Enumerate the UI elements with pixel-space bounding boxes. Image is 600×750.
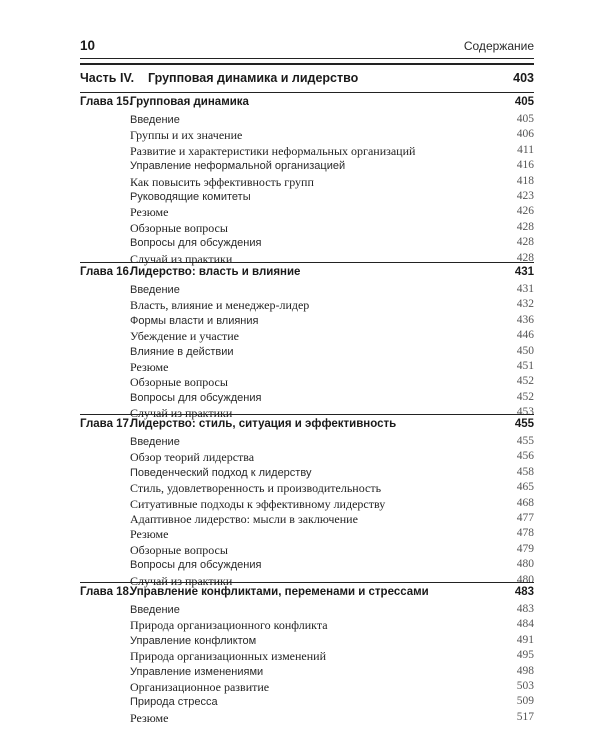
part-title: Групповая динамика и лидерство bbox=[148, 71, 359, 85]
part-page: 403 bbox=[513, 71, 534, 85]
toc-entry-title: Ситуативные подходы к эффективному лидерству bbox=[130, 496, 386, 511]
toc-entry-title: Обзорные вопросы bbox=[130, 542, 228, 557]
toc-entry-page: 468 bbox=[516, 496, 534, 509]
toc-entry-page: 411 bbox=[517, 143, 534, 156]
toc-entry-page: 465 bbox=[516, 481, 534, 494]
toc-entry-title: Природа стресса bbox=[130, 696, 218, 709]
toc-entry-page: 418 bbox=[516, 174, 534, 187]
toc-entry-title: Как повысить эффективность групп bbox=[130, 174, 314, 189]
toc-entry-page: 428 bbox=[516, 220, 534, 233]
chapter-label: Глава 17. bbox=[80, 418, 133, 430]
chapter-page: 405 bbox=[514, 96, 534, 108]
chapter-title: Лидерство: власть и влияние bbox=[130, 266, 301, 278]
chapter-page: 431 bbox=[514, 266, 534, 278]
toc-entry-title: Вопросы для обсуждения bbox=[130, 391, 262, 404]
toc-entry-title: Введение bbox=[130, 604, 180, 616]
toc-entry-page: 477 bbox=[516, 512, 534, 524]
toc-entry-page: 450 bbox=[516, 344, 534, 357]
toc-entry-page: 456 bbox=[516, 450, 534, 463]
toc-entry-title: Случай из практики bbox=[130, 573, 233, 588]
chapter-label: Глава 16. bbox=[80, 266, 133, 278]
chapter-title: Лидерство: стиль, ситуация и эффективность bbox=[130, 418, 397, 430]
toc-entry-page: 431 bbox=[516, 283, 534, 295]
toc-entry-page: 416 bbox=[516, 159, 534, 172]
toc-entry-title: Введение bbox=[130, 284, 180, 296]
toc-entry-title: Управление конфликтом bbox=[130, 634, 257, 647]
toc-entry-page: 426 bbox=[516, 205, 534, 218]
toc-entry-page: 452 bbox=[516, 390, 534, 403]
toc-entry-title: Формы власти и влияния bbox=[130, 314, 259, 327]
toc-entry-page: 405 bbox=[516, 113, 534, 125]
toc-entry-title: Введение bbox=[130, 114, 180, 126]
toc-entry-title: Вопросы для обсуждения bbox=[130, 237, 262, 250]
toc-entry-page: 428 bbox=[516, 251, 534, 264]
toc-entry-page: 517 bbox=[516, 710, 534, 723]
chapter-page: 483 bbox=[514, 586, 534, 598]
chapter-page: 455 bbox=[514, 418, 534, 430]
toc-entry-page: 436 bbox=[516, 313, 534, 326]
running-title: Содержание bbox=[463, 39, 534, 53]
toc-entry-page: 483 bbox=[516, 603, 534, 615]
toc-entry-title: Резюме bbox=[130, 527, 169, 542]
chapter-label: Глава 15. bbox=[80, 96, 133, 108]
toc-entry-page: 503 bbox=[516, 680, 534, 692]
toc-entry-page: 478 bbox=[516, 527, 534, 540]
chapter-title: Групповая динамика bbox=[130, 96, 249, 108]
toc-entry-page: 455 bbox=[516, 435, 534, 447]
toc-entry-page: 423 bbox=[516, 190, 534, 202]
toc-entry-title: Адаптивное лидерство: мысли в заключение bbox=[130, 512, 358, 526]
toc-entry-title: Управление неформальной организацией bbox=[130, 160, 346, 173]
toc-entry-page: 484 bbox=[516, 618, 534, 631]
toc-entry-page: 452 bbox=[516, 375, 534, 388]
chapter-label: Глава 18. bbox=[80, 586, 133, 598]
toc-entry-title: Руководящие комитеты bbox=[130, 191, 251, 203]
toc-entry-page: 453 bbox=[516, 406, 534, 419]
toc-entry-page: 498 bbox=[516, 664, 534, 677]
toc-entry-title: Власть, влияние и менеджер-лидер bbox=[130, 298, 310, 313]
toc-entry-page: 480 bbox=[516, 573, 534, 586]
toc-entry-title: Резюме bbox=[130, 710, 169, 725]
header-rule bbox=[80, 58, 534, 59]
toc-entry-title: Случай из практики bbox=[130, 251, 233, 266]
chapter-rule bbox=[80, 414, 534, 415]
toc-entry-page: 406 bbox=[516, 128, 534, 141]
toc-entry-page: 491 bbox=[516, 633, 534, 646]
toc-entry-title: Убеждение и участие bbox=[130, 329, 240, 344]
toc-entry-title: Вопросы для обсуждения bbox=[130, 559, 262, 572]
running-head bbox=[80, 38, 534, 54]
toc-entry-title: Обзор теорий лидерства bbox=[130, 450, 255, 465]
toc-entry-page: 480 bbox=[516, 558, 534, 571]
chapter-rule bbox=[80, 262, 534, 263]
toc-entry-title: Случай из практики bbox=[130, 406, 233, 421]
toc-entry-page: 458 bbox=[516, 465, 534, 478]
toc-entry-title: Резюме bbox=[130, 360, 169, 374]
toc-entry-page: 446 bbox=[516, 329, 534, 342]
toc-entry-title: Введение bbox=[130, 436, 180, 448]
toc-entry-title: Обзорные вопросы bbox=[130, 375, 228, 390]
toc-entry-title: Резюме bbox=[130, 205, 169, 220]
page-number: 10 bbox=[80, 38, 96, 53]
toc-entry-title: Развитие и характеристики неформальных организаций bbox=[130, 143, 416, 158]
chapter-rule bbox=[80, 92, 534, 93]
toc-entry-title: Природа организационных изменений bbox=[130, 649, 327, 664]
toc-entry-page: 479 bbox=[516, 542, 534, 555]
toc-entry-page: 451 bbox=[516, 360, 534, 372]
chapter-title: Управление конфликтами, переменами и стрессами bbox=[130, 586, 429, 598]
toc-entry-title: Поведенческий подход к лидерству bbox=[130, 466, 312, 479]
toc-entry-title: Группы и их значение bbox=[130, 128, 243, 143]
toc-entry-title: Обзорные вопросы bbox=[130, 220, 228, 235]
toc-entry-page: 432 bbox=[516, 298, 534, 311]
chapter-rule bbox=[80, 582, 534, 583]
part-label: Часть IV. bbox=[80, 71, 135, 85]
toc-entry-page: 495 bbox=[516, 649, 534, 662]
toc-entry-title: Организационное развитие bbox=[130, 680, 270, 694]
toc-entry-title: Влияние в действии bbox=[130, 345, 234, 358]
toc-entry-title: Стиль, удовлетворенность и производительность bbox=[130, 481, 382, 496]
part-top-rule bbox=[80, 63, 534, 65]
toc-entry-title: Управление изменениями bbox=[130, 665, 264, 678]
toc-entry-page: 428 bbox=[516, 236, 534, 249]
toc-entry-title: Природа организационного конфликта bbox=[130, 618, 328, 633]
toc-entry-page: 509 bbox=[516, 695, 534, 708]
